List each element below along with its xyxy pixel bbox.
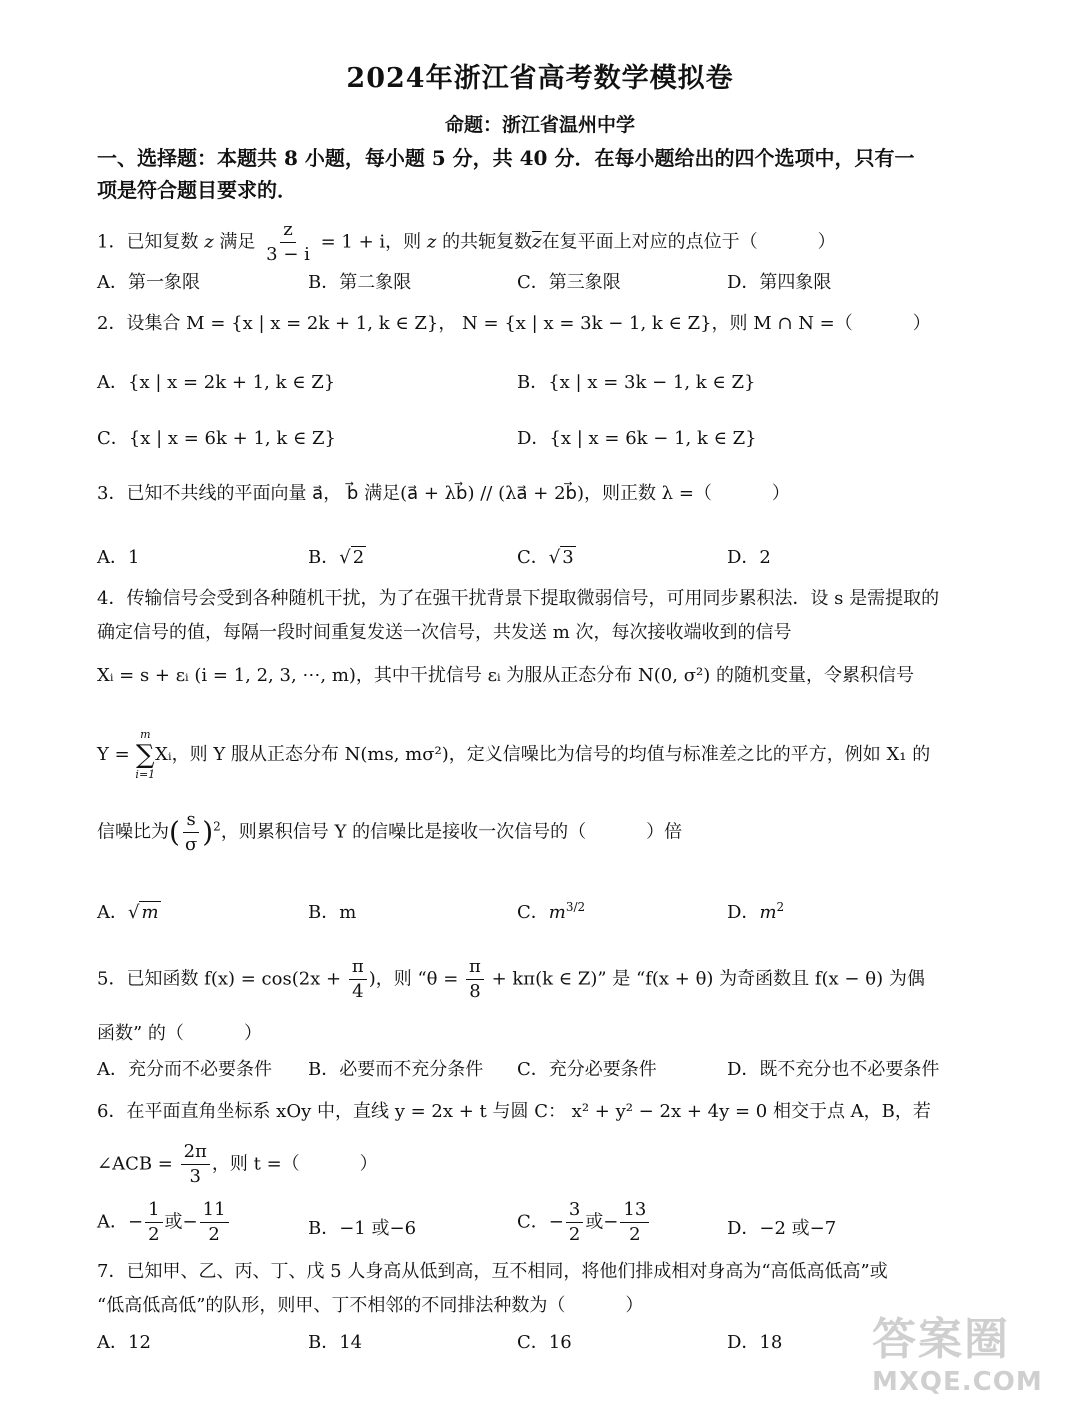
q3-option-c-radicand: 3 [562, 547, 574, 568]
q6-option-a-mid: 或− [164, 1211, 198, 1233]
q3-option-d: D．2 [727, 547, 771, 568]
q5-fraction-2 [466, 955, 484, 1004]
q1-close: ） [817, 231, 836, 253]
q6-text-a: ∠ACB = [97, 1153, 179, 1175]
watermark-line1: 答案圈 [872, 1314, 1010, 1365]
q2-option-c: C．{x | x = 6k + 1, k ∈ Z} [97, 428, 336, 449]
q7-line2 [97, 1292, 987, 1320]
q1-option-a: A．第一象限 [97, 272, 200, 293]
q5-frac2-den: 8 [469, 981, 481, 1002]
q1-conj-z: $\overline{z}$ [532, 231, 542, 253]
q7-line1: 7．已知甲、乙、丙、丁、戊 5 人身高从低到高，互不相同，将他们排成相对身高为“高低高低高”或 [97, 1261, 888, 1282]
q6-text-b: ，则 t =（ [211, 1153, 300, 1175]
q7-option-b: B．14 [308, 1332, 363, 1353]
q5-line2 [97, 1020, 987, 1048]
q4-option-a-radicand: m [141, 902, 159, 923]
q3-option-c [517, 543, 576, 569]
q3-option-a: A．1 [97, 547, 140, 568]
q4-option-d-label: D． [727, 902, 760, 923]
page-subtitle: 命题：浙江省温州中学 [444, 114, 635, 136]
q3-option-b-radicand: 2 [352, 547, 365, 568]
q4-line4-b: Xᵢ，则 Y 服从正态分布 N(ms, mσ²)，定义信噪比为信号的均值与标准差之比的平方，例如 X₁ 的 [155, 744, 931, 765]
q7-option-c: C．16 [517, 1332, 572, 1353]
q6-option-c-label: C．− [517, 1211, 564, 1233]
q4-summation [135, 728, 155, 782]
q5-fraction-1 [349, 955, 367, 1004]
q4-option-c-exp: 3/2 [565, 900, 586, 914]
q1-option-d: D．第四象限 [727, 272, 832, 293]
q7-close: ） [625, 1295, 644, 1316]
q4-close: ）倍 [646, 821, 683, 843]
q6-frac-den: 3 [189, 1166, 201, 1187]
q4-line4 [97, 728, 987, 782]
q4-square: 2 [213, 819, 221, 834]
q4-option-d-base: m [759, 902, 777, 923]
q5-option-a: A．充分而不必要条件 [97, 1059, 272, 1080]
q1-var-z2: z [426, 231, 437, 253]
q7-option-a: A．12 [97, 1332, 151, 1353]
q1-text-d: 的共轭复数 [436, 231, 533, 253]
q4-line3: Xᵢ = s + εᵢ (i = 1, 2, 3, ⋯, m)，其中干扰信号 εᵢ 为服从正态分布 N(0, σ²) 的随机变量，令累积信号 [97, 665, 914, 686]
q6-option-c-frac2: $\frac{13}{2}$ [620, 1198, 649, 1247]
question-3-stem [97, 480, 987, 508]
q4-option-d [727, 898, 784, 924]
q1-option-b: B．第二象限 [308, 272, 412, 293]
q5-frac2-num: π [466, 955, 484, 980]
q5-close: ） [243, 1023, 262, 1044]
q6-option-c-frac1: $\frac{3}{2}$ [566, 1198, 583, 1247]
q2-option-b: B．{x | x = 3k − 1, k ∈ Z} [517, 372, 756, 393]
q4-line2: 确定信号的值，每隔一段时间重复发送一次信号，共发送 m 次，每次接收端收到的信号 [97, 622, 792, 643]
section-heading-line1: 一、选择题：本题共 8 小题，每小题 5 分，共 40 分．在每小题给出的四个选项中，只有一 [97, 146, 915, 170]
q3-option-b-sqrt: √ 2 [339, 547, 365, 568]
q4-option-c-base: m [548, 902, 566, 923]
q4-line5-b: ，则累积信号 Y 的信噪比是接收一次信号的（ [220, 821, 587, 843]
q4-sigma-symbol: ∑ [136, 740, 155, 770]
q7-line2-text: “低高低高低”的队形，则甲、丁不相邻的不同排法种数为（ [97, 1295, 566, 1316]
q4-option-a-label: A． [97, 902, 128, 923]
q6-close: ） [359, 1153, 378, 1175]
q2-option-a: A．{x | x = 2k + 1, k ∈ Z} [97, 372, 336, 393]
question-1-stem [97, 218, 987, 267]
q6-option-a [97, 1198, 231, 1247]
q6-option-c-mid: 或− [585, 1211, 619, 1233]
section-heading [97, 142, 977, 206]
q1-frac-den: 3 − i [266, 244, 310, 265]
q4-sum-upper: m [140, 728, 151, 741]
q6-option-a-label: A．− [97, 1211, 144, 1233]
q5-frac1-num: π [349, 955, 367, 980]
q6-line2 [97, 1140, 987, 1189]
q5-frac1-den: 4 [352, 981, 364, 1002]
q3-option-b [308, 543, 366, 569]
q5-line2-text: 函数” 的（ [97, 1023, 184, 1044]
q6-option-c [517, 1198, 651, 1247]
q2-close: ） [912, 313, 931, 334]
q3-option-c-label: C． [517, 547, 549, 568]
q1-text-c: = 1 + i，则 [320, 231, 427, 253]
q6-option-a-frac1: $\frac{1}{2}$ [145, 1198, 162, 1247]
section-heading-line2: 项是符合题目要求的． [97, 178, 297, 202]
q5-text-b: )，则 “θ = [368, 968, 465, 990]
q6-option-a-frac2: $\frac{11}{2}$ [200, 1198, 229, 1247]
q4-option-c-label: C． [517, 902, 549, 923]
q2-option-d: D．{x | x = 6k − 1, k ∈ Z} [517, 428, 757, 449]
q4-option-c [517, 898, 585, 924]
q1-text-b: 满足 [213, 231, 256, 253]
watermark-line2: MXQE.COM [872, 1367, 1043, 1397]
q5-option-c: C．充分必要条件 [517, 1059, 657, 1080]
q6-option-d: D．−2 或−7 [727, 1218, 837, 1239]
question-2-stem [97, 310, 987, 338]
q4-option-a [97, 898, 161, 924]
q2-text: 2．设集合 M = {x | x = 2k + 1, k ∈ Z}， N = {x | x = 3k − 1, k ∈ Z}，则 M ∩ N =（ [97, 313, 853, 334]
q7-option-d: D．18 [727, 1332, 783, 1353]
q6-fraction [181, 1140, 210, 1189]
question-5-stem [97, 955, 987, 1004]
q5-text-a: 5．已知函数 f(x) = cos(2x + [97, 968, 347, 990]
watermark-logo [872, 1303, 1052, 1403]
q1-fraction [263, 218, 313, 267]
q4-paren-open: ( [169, 815, 180, 849]
q3-close: ） [771, 483, 790, 504]
q4-frac-num: s [183, 808, 198, 833]
q5-text-c: + kπ(k ∈ Z)” 是 “f(x + θ) 为奇函数且 f(x − θ) 为偶 [485, 968, 925, 990]
q4-line5-a: 信噪比为 [97, 821, 169, 843]
q4-paren-close: ) [202, 815, 214, 849]
q6-option-b: B．−1 或−6 [308, 1218, 417, 1239]
q4-option-b: B．m [308, 902, 357, 923]
q4-fraction [182, 808, 200, 857]
q3-option-b-label: B． [308, 547, 340, 568]
q5-option-b: B．必要而不充分条件 [308, 1059, 484, 1080]
q1-var-z: z [204, 231, 214, 253]
q6-line1: 6．在平面直角坐标系 xOy 中，直线 y = 2x + t 与圆 C： x² + y² − 2x + 4y = 0 相交于点 A，B，若 [97, 1101, 931, 1122]
q4-line4-a: Y = [97, 744, 136, 765]
q4-frac-den: σ [184, 834, 198, 855]
q3-option-c-sqrt: √ 3 [548, 547, 574, 568]
q1-text-e: 在复平面上对应的点位于（ [541, 231, 758, 253]
q3-text: 3．已知不共线的平面向量 a⃗， b⃗ 满足(a⃗ + λb⃗) // (λa⃗ + 2b⃗)，则正数 λ =（ [97, 483, 712, 504]
q4-sum-lower: i=1 [135, 768, 156, 781]
q1-text-a: 1．已知复数 [97, 231, 205, 253]
q4-line1: 4．传输信号会受到各种随机干扰，为了在强干扰背景下提取微弱信号，可用同步累积法．设 s 是需提取的 [97, 588, 940, 609]
q4-option-d-exp: 2 [776, 900, 785, 914]
q6-frac-num: 2π [181, 1140, 210, 1165]
q4-option-a-sqrt: √ m [128, 902, 159, 923]
q1-option-c: C．第三象限 [517, 272, 621, 293]
q1-frac-num: z [280, 218, 295, 243]
q4-line5 [97, 808, 987, 857]
q5-option-d: D．既不充分也不必要条件 [727, 1059, 940, 1080]
page-title: 2024年浙江省高考数学模拟卷 [346, 63, 734, 94]
